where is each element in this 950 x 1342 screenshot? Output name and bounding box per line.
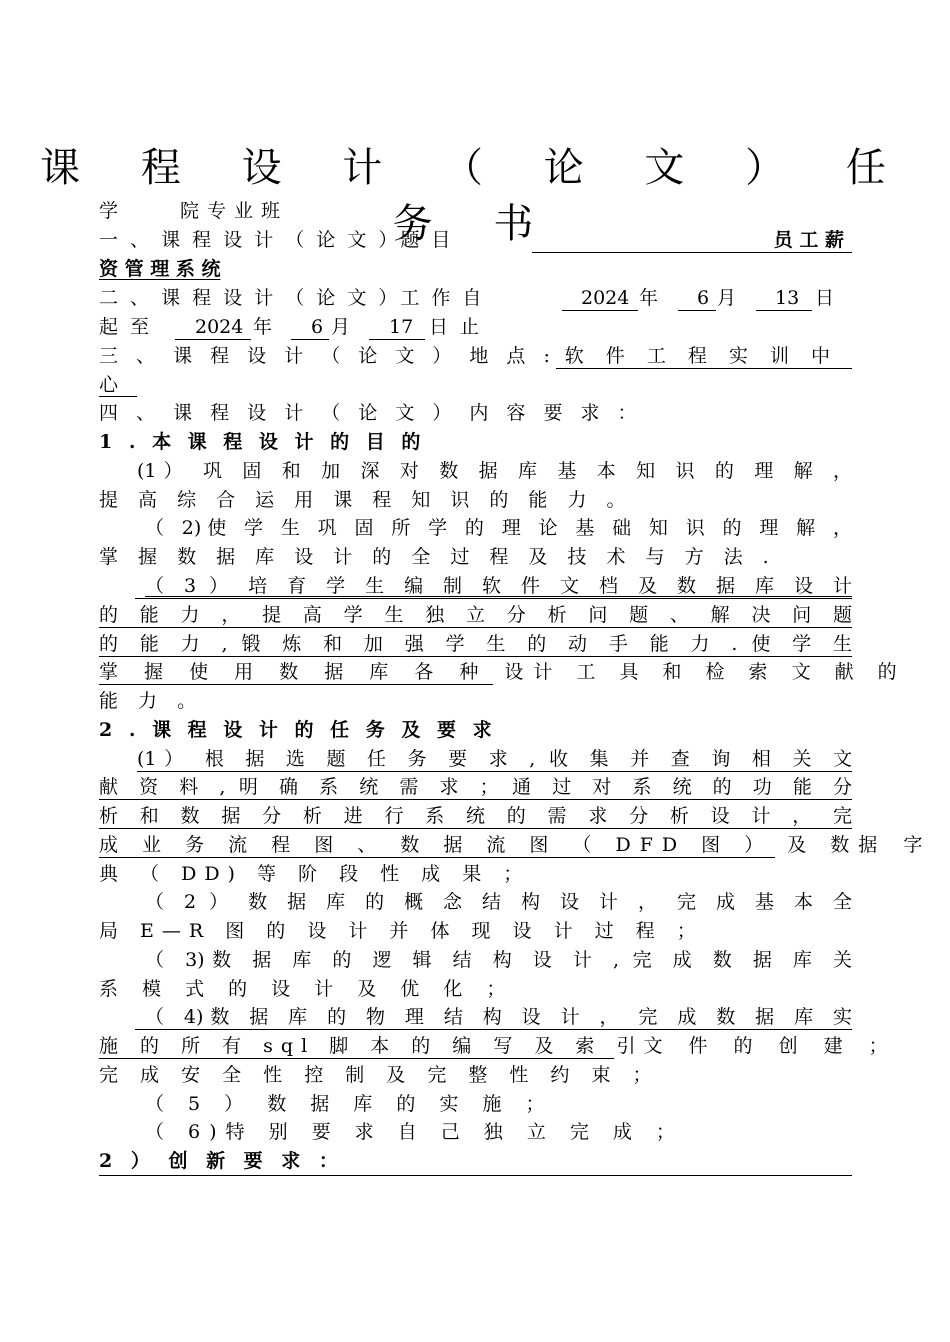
topic-line <box>99 226 852 255</box>
start-day: 13 <box>775 287 800 309</box>
task-1-text-cont1: 献 资 料 , 明 确 系 统 需 求 ； 通 过 对 系 统 的 功 能 分 <box>99 776 852 798</box>
purpose-3-line1 <box>99 572 852 601</box>
innovation-title: 2 ） 创 新 要 求 ： <box>99 1150 344 1172</box>
task-2-line2 <box>99 917 852 946</box>
task-1-line1 <box>99 745 852 774</box>
task-6-text: （ 6)特 别 要 求 自 己 独 立 完 成 ； <box>145 1121 684 1143</box>
task-4-text: （ 4)数 据 库 的 物 理 结 构 设 计 ， 完 成 数 据 库 实 <box>145 1006 852 1028</box>
start-year: 2024 <box>581 287 630 309</box>
purpose-3-text-cont2: 的 能 力 , 锻 炼 和 加 强 学 生 的 动 手 能 力 . 使 学 生 <box>99 633 852 655</box>
purpose-3-line4 <box>99 658 906 687</box>
task-1-line4 <box>99 831 933 860</box>
task-1-text: (1） 根 据 选 题 任 务 要 求 , 收 集 并 查 询 相 关 文 <box>137 748 852 770</box>
end-month: 6 <box>311 316 324 338</box>
purpose-1-text: (1） 巩 固 和 加 深 对 数 据 库 基 本 知 识 的 理 解 ， <box>137 460 852 482</box>
work-period-end-line <box>99 313 852 342</box>
section-1-title: 1 . 本 课 程 设 计 的 目 的 <box>99 431 426 453</box>
task-4-line3 <box>99 1061 852 1090</box>
purpose-2-text-cont: 掌 握 数 据 库 设 计 的 全 过 程 及 技 术 与 方 法 . <box>99 546 776 568</box>
section-1-heading <box>99 428 852 457</box>
purpose-3-line3 <box>99 630 852 659</box>
task-1-text-cont4: 典 （ DD) 等 阶 段 性 成 果 ； <box>99 863 531 885</box>
purpose-3-text-cont4: 能 力 。 <box>99 690 204 712</box>
task-1-text-cont3b: 据 字 <box>858 834 933 856</box>
end-year-unit: 年 <box>253 316 273 338</box>
document-title: 课 程 设 计 （ 论 文 ） 任 务 书 <box>40 145 910 247</box>
end-day: 17 <box>389 316 414 338</box>
topic-continued-line <box>99 255 852 284</box>
college-major-line <box>99 197 852 226</box>
purpose-2-line2 <box>99 543 852 572</box>
task-3-line2 <box>99 975 852 1004</box>
task-4-line1 <box>99 1003 852 1032</box>
start-month-unit: 月 <box>717 287 737 309</box>
location-line <box>99 342 852 371</box>
task-2-line1 <box>99 888 852 917</box>
start-year-unit: 年 <box>639 287 659 309</box>
innovation-heading <box>99 1147 852 1176</box>
task-1-text-cont3a: 成 业 务 流 程 图 、 数 据 流 图 （ DFD 图 ） 及 数 <box>99 834 859 856</box>
purpose-3-text-cont3b: 计 工 具 和 检 索 文 献 的 <box>533 661 906 683</box>
college-major-label: 学 院专业班 <box>99 200 289 222</box>
purpose-1-line1 <box>99 457 852 486</box>
topic-value-part2: 资 管 理 系 统 <box>99 258 221 280</box>
task-4-line2 <box>99 1032 898 1061</box>
purpose-3-text-cont1: 的 能 力 ， 提 高 学 生 独 立 分 析 问 题 、 解 决 问 题 <box>99 604 852 626</box>
content-requirements-heading <box>99 399 852 428</box>
end-year: 2024 <box>195 316 244 338</box>
purpose-2-text: （ 2)使 学 生 巩 固 所 学 的 理 论 基 础 知 识 的 理 解 ， <box>145 517 852 539</box>
work-period-line <box>99 284 852 313</box>
content-requirements-text: 四 、 课 程 设 计 （ 论 文 ） 内 容 要 求 ： <box>99 402 643 424</box>
task-1-text-cont2: 析 和 数 据 分 析 进 行 系 统 的 需 求 分 析 设 计 ， 完 <box>99 805 852 827</box>
task-6-line <box>99 1118 852 1147</box>
end-day-unit: 日 止 <box>429 316 483 338</box>
topic-label: 一 、 课 程 设 计 （ 论 文 ）题 目 <box>99 229 454 251</box>
task-1-line3 <box>99 802 852 831</box>
purpose-3-line2 <box>99 601 852 630</box>
task-4-text-cont1b: 文 件 的 创 建 ； <box>643 1035 898 1057</box>
task-3-text-cont: 系 模 式 的 设 计 及 优 化 ； <box>99 978 515 1000</box>
location-value-part2: 心 <box>99 374 119 396</box>
location-value-part1: 软 件 工 程 实 训 中 <box>564 345 838 367</box>
purpose-3-line5 <box>99 687 852 716</box>
task-1-line2 <box>99 773 852 802</box>
end-month-unit: 月 <box>331 316 351 338</box>
task-1-line5 <box>99 860 852 889</box>
location-continued-line <box>99 371 852 400</box>
task-3-text: （ 3)数 据 库 的 逻 辑 结 构 设 计 , 完 成 数 据 库 关 <box>145 949 852 971</box>
start-day-unit: 日 <box>815 287 835 309</box>
purpose-3-text: （ 3 ） 培 育 学 生 编 制 软 件 文 档 及 数 据 库 设 计 <box>145 575 852 597</box>
section-2-title: 2 . 课 程 设 计 的 任 务 及 要 求 <box>99 719 497 741</box>
task-4-text-cont1a: 施 的 所 有 sql 脚 本 的 编 写 及 索 引 <box>99 1035 644 1057</box>
location-label: 三 、 课 程 设 计 （ 论 文 ） 地 点 : <box>99 345 556 367</box>
task-5-line <box>99 1090 852 1119</box>
task-2-text-cont: 局 E—R 图 的 设 计 并 体 现 设 计 过 程 ； <box>99 920 704 942</box>
purpose-2-line1 <box>99 514 852 543</box>
start-month: 6 <box>697 287 710 309</box>
purpose-3-text-cont3a: 掌 握 使 用 数 据 库 各 种 设 <box>99 661 534 683</box>
task-3-line1 <box>99 946 852 975</box>
purpose-1-text-cont: 提 高 综 合 运 用 课 程 知 识 的 能 力 。 <box>99 489 633 511</box>
purpose-1-line2 <box>99 486 852 515</box>
topic-value-part1: 员 工 薪 <box>773 229 844 251</box>
end-label: 起 至 <box>99 316 153 338</box>
task-2-text: （ 2 ） 数 据 库 的 概 念 结 构 设 计 ， 完 成 基 本 全 <box>145 891 852 913</box>
section-2-heading <box>99 716 852 745</box>
task-5-text: （ 5 ） 数 据 库 的 实 施 ； <box>145 1093 554 1115</box>
task-4-text-cont2: 完 成 安 全 性 控 制 及 完 整 性 约 束 ； <box>99 1064 660 1086</box>
bottom-rule <box>99 1175 852 1176</box>
work-period-label: 二 、 课 程 设 计 （ 论 文 ）工 作 自 <box>99 287 485 309</box>
